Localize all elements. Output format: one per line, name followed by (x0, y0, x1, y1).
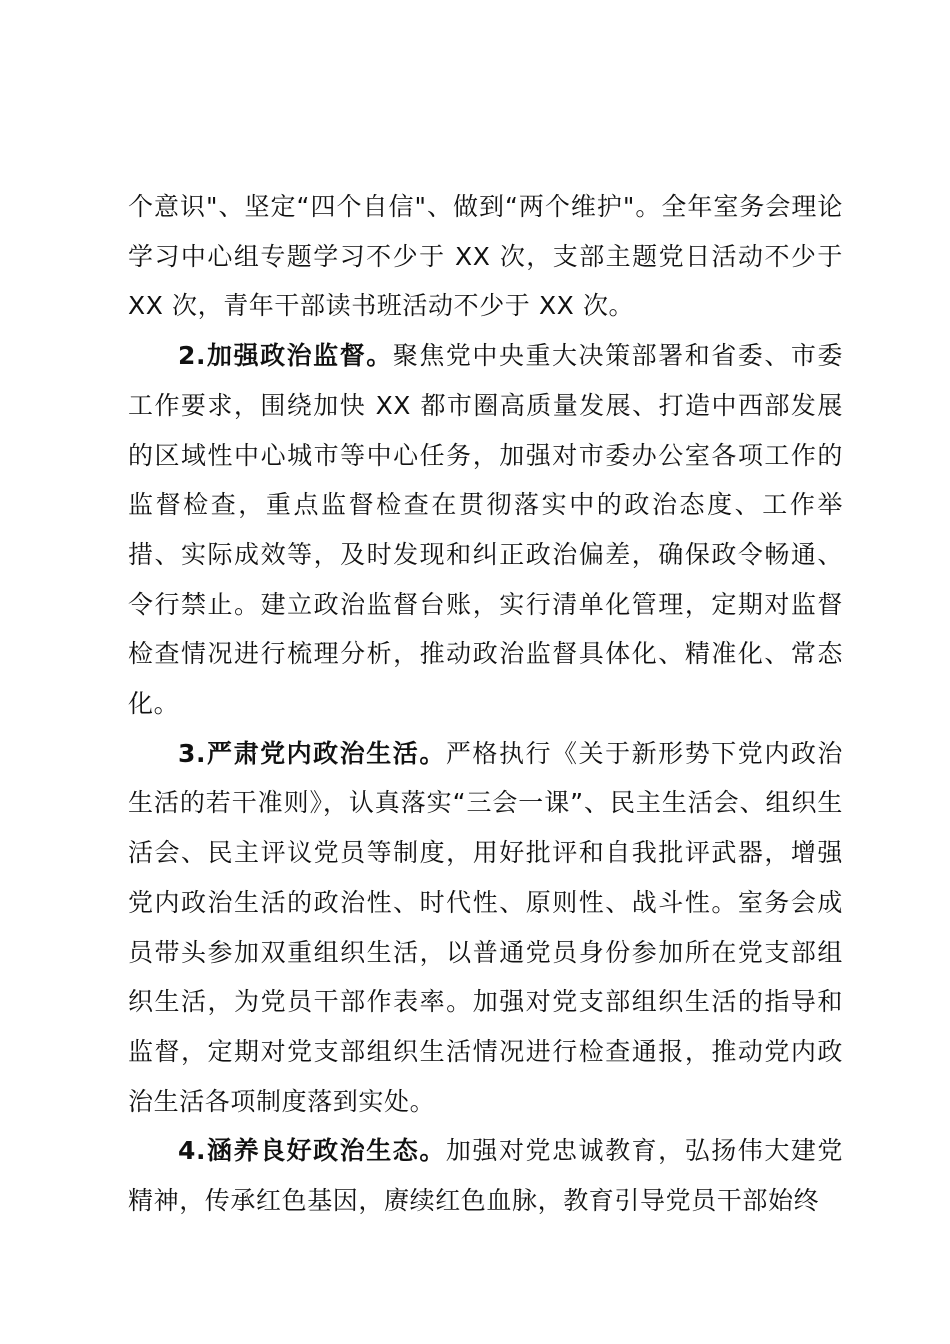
paragraph-political-supervision (128, 331, 843, 729)
paragraph-continuation (128, 182, 843, 331)
paragraph-heading: 3.严肃党内政治生活。 (178, 738, 446, 768)
paragraph-text: 加强对党忠诚教育，弘扬伟大建党精神，传承红色基因，赓续红色血脉，教育引导党员干部始终 (128, 1136, 843, 1216)
paragraph-text: 严格执行《关于新形势下党内政治生活的若干准则》，认真落实“三会一课”、民主生活会、组织生活会、民主评议党员等制度，用好批评和自我批评武器，增强党内政治生活的政治性、时代性、原则性、战斗性。室务会成员带头参加双重组织生活，以普通党员身份参加所在党支部组织生活，为党员干部作表率。加强对党支部组织生活的指导和监督，定期对党支部组织生活情况进行检查通报，推动党内政治生活各项制度落到实处。 (128, 738, 843, 1116)
paragraph-party-political-life (128, 729, 843, 1127)
paragraph-text: 聚焦党中央重大决策部署和省委、市委工作要求，围绕加快 XX 都市圈高质量发展、打造中西部发展的区域性中心城市等中心任务，加强对市委办公室各项工作的监督检查，重点监督检查在贯彻落实中的政治态度、工作举措、实际成效等，及时发现和纠正政治偏差，确保政令畅通、令行禁止。建立政治监督台账，实行清单化管理，定期对监督检查情况进行梳理分析，推动政治监督具体化、精准化、常态化。 (128, 341, 843, 719)
document-body (128, 182, 843, 1226)
paragraph-political-ecology (128, 1126, 843, 1225)
paragraph-heading: 2.加强政治监督。 (178, 341, 393, 371)
paragraph-heading: 4.涵养良好政治生态。 (178, 1136, 446, 1166)
paragraph-text: 个意识"、坚定“四个自信"、做到“两个维护"。全年室务会理论学习中心组专题学习不少于 XX 次，支部主题党日活动不少于 XX 次，青年干部读书班活动不少于 XX 次。 (128, 192, 843, 321)
